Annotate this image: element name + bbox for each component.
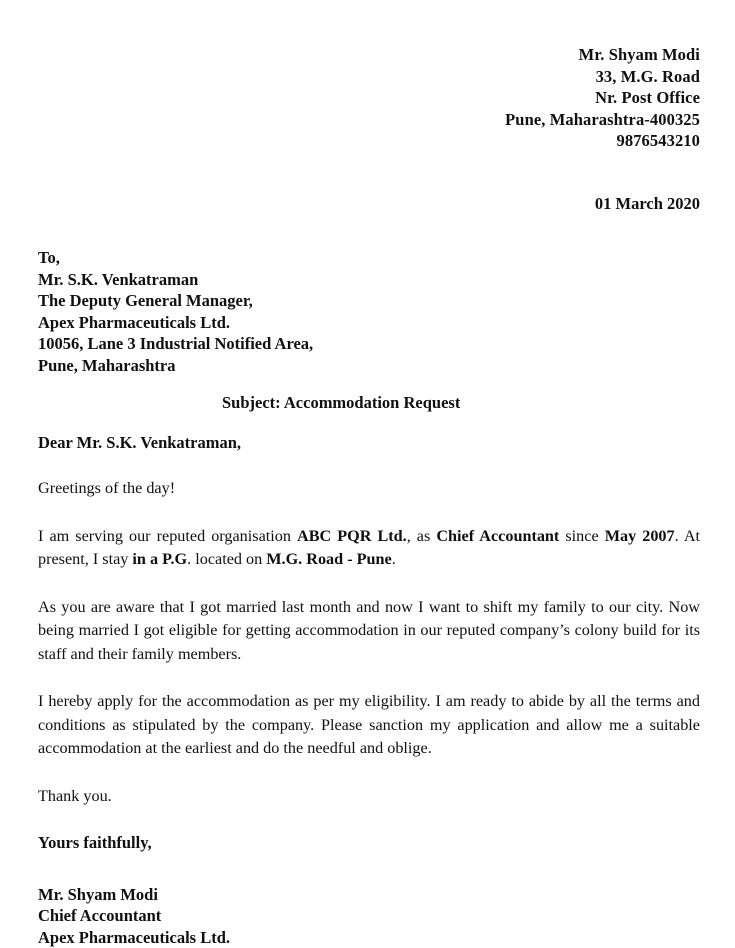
sender-name: Mr. Shyam Modi bbox=[38, 44, 700, 66]
para1-bold-designation: Chief Accountant bbox=[436, 527, 559, 545]
para1-segment-4: . At present, I stay bbox=[38, 527, 700, 569]
body-paragraph-3: I hereby apply for the accommodation as per my eligibility. I am ready to abide by all the terms and conditions as stipulated by the company. Please sanction my application and allow me a suitable accommodation at the earliest and do the needful and oblige. bbox=[38, 690, 700, 761]
sender-street: 33, M.G. Road bbox=[38, 66, 700, 88]
signature-name: Mr. Shyam Modi bbox=[38, 884, 700, 906]
para1-segment-5: . located on bbox=[187, 550, 266, 568]
recipient-address-block bbox=[38, 247, 700, 376]
sender-city-state-pin: Pune, Maharashtra-400325 bbox=[38, 109, 700, 131]
para1-segment-3: since bbox=[559, 527, 604, 545]
para1-segment-2: , as bbox=[407, 527, 437, 545]
recipient-name: Mr. S.K. Venkatraman bbox=[38, 269, 700, 291]
para1-bold-location: M.G. Road - Pune bbox=[266, 550, 391, 568]
body-paragraph-2: As you are aware that I got married last month and now I want to shift my family to our city. Now being married I got eligible for getting accommodation in our reputed company’s colony build for its staff and their family members. bbox=[38, 596, 700, 667]
para1-segment-1: I am serving our reputed organisation bbox=[38, 527, 297, 545]
recipient-company: Apex Pharmaceuticals Ltd. bbox=[38, 312, 700, 334]
salutation: Dear Mr. S.K. Venkatraman, bbox=[38, 432, 700, 454]
letter-date: 01 March 2020 bbox=[38, 193, 700, 215]
para1-segment-6: . bbox=[392, 550, 396, 568]
recipient-designation: The Deputy General Manager, bbox=[38, 290, 700, 312]
recipient-to-label: To, bbox=[38, 247, 700, 269]
sender-landmark: Nr. Post Office bbox=[38, 87, 700, 109]
signature-company: Apex Pharmaceuticals Ltd. bbox=[38, 927, 700, 948]
closing-salutation: Yours faithfully, bbox=[38, 832, 700, 854]
signature-designation: Chief Accountant bbox=[38, 905, 700, 927]
body-paragraph-1 bbox=[38, 525, 700, 572]
para1-bold-current-residence: in a P.G bbox=[132, 550, 187, 568]
letter-column bbox=[38, 44, 700, 948]
sender-address-block bbox=[38, 44, 700, 152]
recipient-street: 10056, Lane 3 Industrial Notified Area, bbox=[38, 333, 700, 355]
body-thank-you: Thank you. bbox=[38, 785, 700, 809]
sender-phone: 9876543210 bbox=[38, 130, 700, 152]
body-greeting: Greetings of the day! bbox=[38, 477, 700, 501]
recipient-city-state: Pune, Maharashtra bbox=[38, 355, 700, 377]
signature-block bbox=[38, 884, 700, 948]
para1-bold-start-date: May 2007 bbox=[605, 527, 675, 545]
para1-bold-organisation: ABC PQR Ltd. bbox=[297, 527, 407, 545]
subject-line: Subject: Accommodation Request bbox=[38, 392, 700, 414]
